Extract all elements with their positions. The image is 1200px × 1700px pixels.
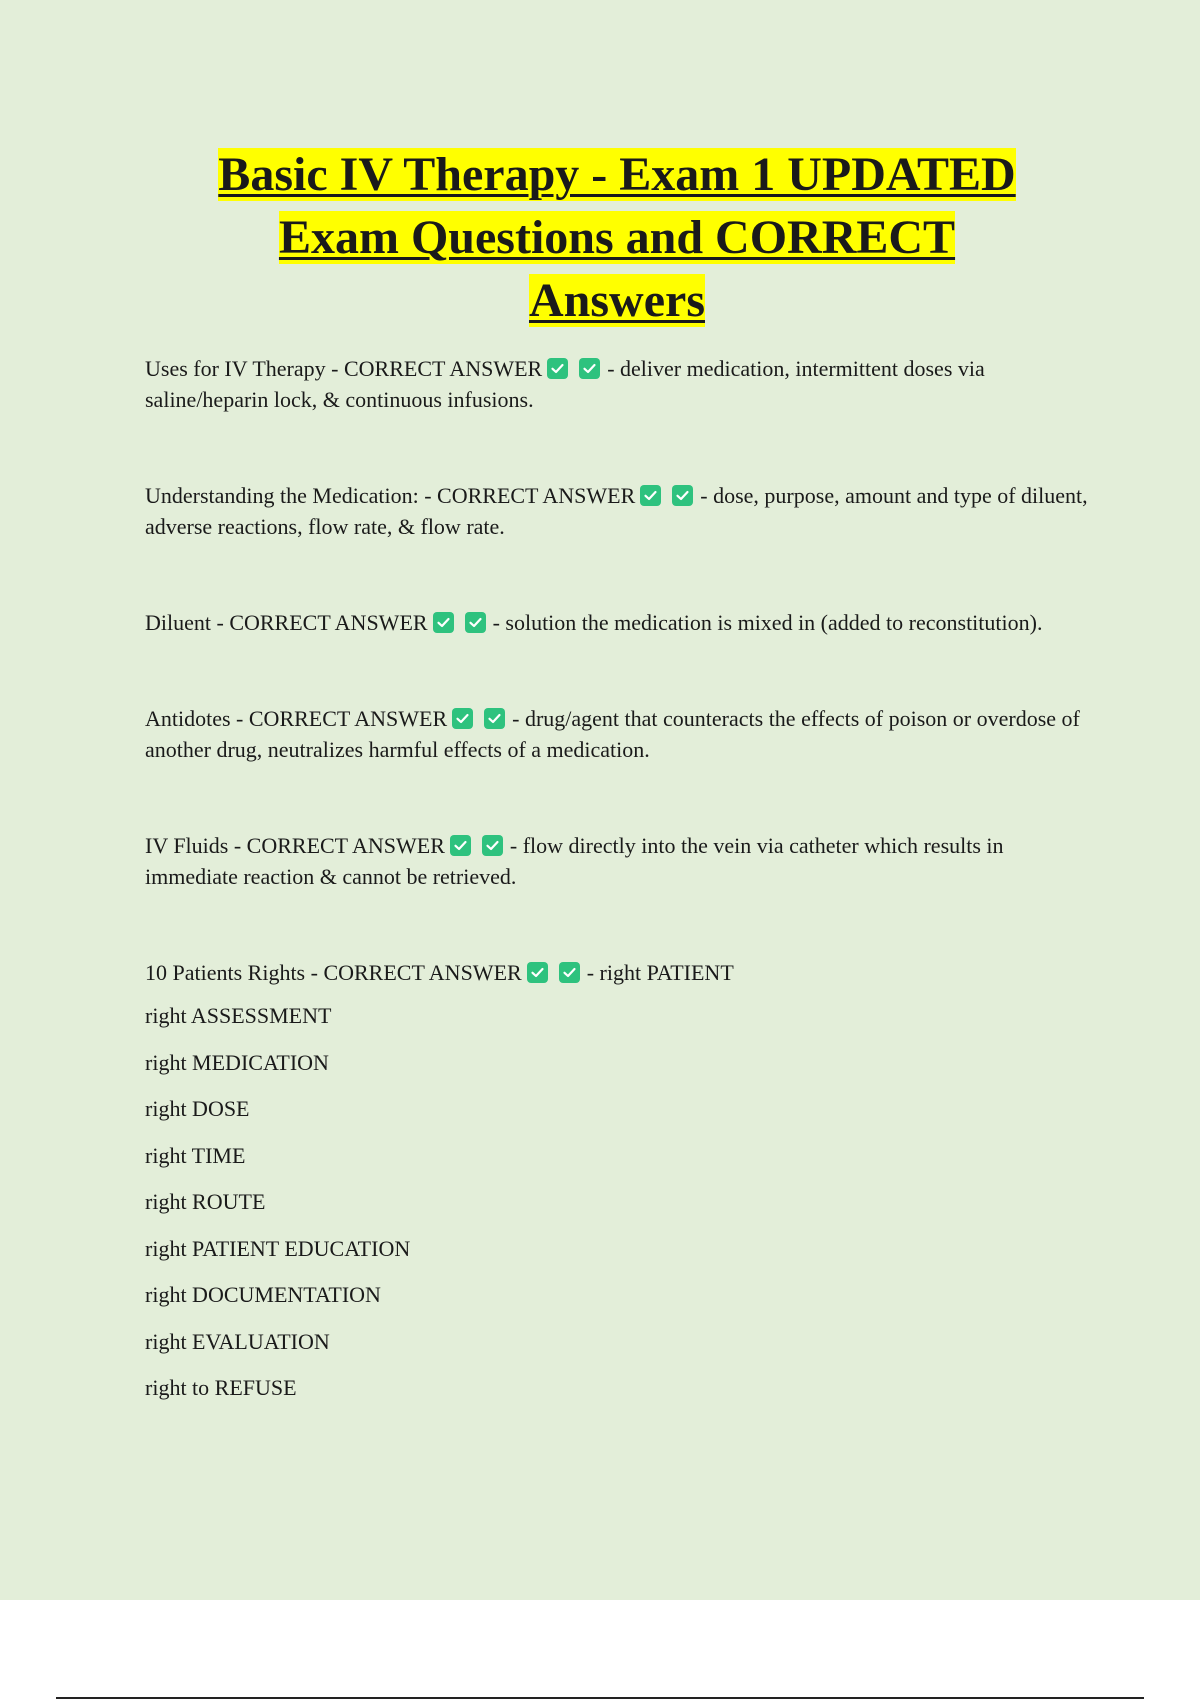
- check-mark-icon: [484, 708, 505, 729]
- rights-question: [145, 957, 1095, 988]
- check-mark-icon: [527, 962, 548, 983]
- check-mark-icon: [579, 358, 600, 379]
- qa-item: [145, 353, 1095, 415]
- question-text: IV Fluids - CORRECT ANSWER: [145, 833, 445, 858]
- list-item: right PATIENT EDUCATION: [145, 1235, 411, 1261]
- check-mark-icon: [465, 612, 486, 633]
- check-mark-icon: [547, 358, 568, 379]
- qa-item: [145, 830, 1095, 892]
- question-text: Uses for IV Therapy - CORRECT ANSWER: [145, 356, 543, 381]
- question-text: 10 Patients Rights - CORRECT ANSWER: [145, 960, 522, 985]
- qa-item: [145, 703, 1095, 765]
- answer-text: - deliver medication, intermittent doses via saline/heparin lock, & continuous infusions.: [145, 356, 985, 412]
- qa-content: [145, 353, 1095, 1419]
- check-mark-icon: [450, 835, 471, 856]
- title-line-1: Basic IV Therapy - Exam 1 UPDATED: [218, 148, 1016, 201]
- qa-item: [145, 607, 1095, 638]
- list-item: right EVALUATION: [145, 1328, 330, 1354]
- list-item: right ASSESSMENT: [145, 1003, 332, 1028]
- list-item: right to REFUSE: [145, 1375, 297, 1400]
- check-mark-icon: [559, 962, 580, 983]
- check-mark-icon: [640, 485, 661, 506]
- check-mark-icon: [482, 835, 503, 856]
- list-item: right DOCUMENTATION: [145, 1282, 381, 1307]
- list-item: right ROUTE: [145, 1189, 266, 1214]
- question-text: Diluent - CORRECT ANSWER: [145, 610, 428, 635]
- check-mark-icon: [433, 612, 454, 633]
- question-text: Understanding the Medication: - CORRECT ANSWER: [145, 483, 636, 508]
- list-item: right DOSE: [145, 1096, 250, 1121]
- footer-divider: [56, 1697, 1144, 1699]
- answer-text: - flow directly into the vein via catheter which results in immediate reaction & cannot be retrieved.: [145, 833, 1004, 889]
- title-line-3: Answers: [529, 274, 705, 327]
- qa-item: [145, 480, 1095, 542]
- list-item: right MEDICATION: [145, 1049, 329, 1075]
- check-mark-icon: [452, 708, 473, 729]
- title-line-2: Exam Questions and CORRECT: [278, 211, 956, 264]
- document-title: [100, 143, 1134, 332]
- check-mark-icon: [672, 485, 693, 506]
- answer-text: - right PATIENT: [586, 960, 734, 985]
- list-item: right TIME: [145, 1142, 246, 1168]
- answer-text: - solution the medication is mixed in (added to reconstitution).: [492, 610, 1043, 635]
- question-text: Antidotes - CORRECT ANSWER: [145, 706, 448, 731]
- answer-text: - drug/agent that counteracts the effects of poison or overdose of another drug, neutralizes harmful effects of a medication.: [145, 706, 1080, 762]
- rights-list: [145, 1000, 1095, 1403]
- answer-text: - dose, purpose, amount and type of diluent, adverse reactions, flow rate, & flow rate.: [145, 483, 1088, 539]
